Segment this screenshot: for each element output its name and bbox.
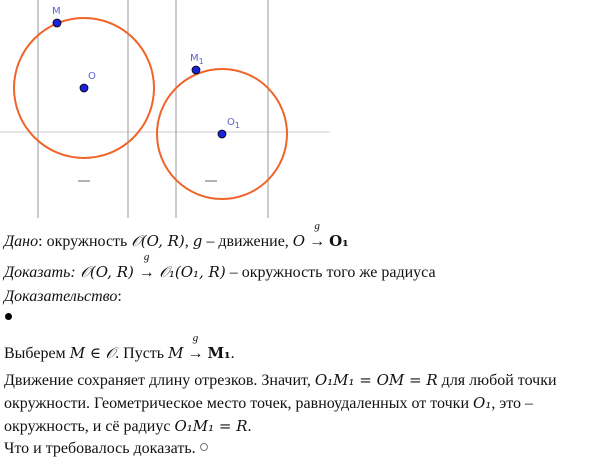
given-label: Дано bbox=[4, 233, 39, 250]
proof-line-4-a: окружность, и сё радиус bbox=[4, 418, 175, 435]
prove-arrow-glyph: → bbox=[138, 264, 155, 281]
point-o1 bbox=[218, 130, 226, 138]
proof-heading bbox=[4, 287, 122, 307]
given-o1: O₁ bbox=[329, 232, 349, 250]
bullet-icon bbox=[5, 313, 12, 320]
label-m1 bbox=[190, 53, 204, 66]
given-arrow bbox=[309, 220, 326, 252]
proof-qed-line bbox=[4, 439, 208, 459]
label-o1 bbox=[227, 117, 240, 130]
proof-line-1-m1: M₁ bbox=[207, 344, 231, 362]
given-text-1: окружность bbox=[42, 233, 132, 250]
given-o: O bbox=[292, 232, 306, 250]
given-comma: , bbox=[184, 233, 193, 250]
qed-circle-icon bbox=[200, 443, 208, 451]
proof-qed-text: Что и требовалось доказать. bbox=[4, 440, 196, 457]
given-line bbox=[4, 220, 349, 252]
label-m1-main: M bbox=[190, 53, 199, 64]
prove-arrow bbox=[138, 251, 155, 283]
proof-line-2-expr: O₁M₁ = OM = R bbox=[314, 371, 438, 389]
proof-line-4-expr: O₁M₁ = R bbox=[174, 417, 248, 435]
prove-arrow-label: g bbox=[143, 251, 150, 263]
point-o bbox=[80, 84, 88, 92]
proof-line-4 bbox=[4, 416, 252, 437]
prove-label: Доказать: bbox=[4, 264, 76, 281]
proof-line-3-o1: O₁ bbox=[473, 394, 492, 412]
prove-text: – окружность того же радиуса bbox=[225, 264, 436, 281]
given-colon: : bbox=[38, 233, 43, 250]
proof-line-1-m: M bbox=[69, 344, 86, 362]
proof-line-2-a: Движение сохраняет длину отрезков. Значит, bbox=[4, 372, 315, 389]
given-arrow-label: g bbox=[314, 220, 320, 232]
proof-line-3-a: окружности. Геометрическое место точек, равноудаленных от точки bbox=[4, 395, 474, 412]
point-m1 bbox=[192, 66, 200, 74]
proof-line-2 bbox=[4, 370, 557, 391]
proof-line-4-end: . bbox=[247, 418, 252, 435]
proof-line-1-b: . Пусть bbox=[115, 345, 169, 362]
geometry-figure bbox=[0, 0, 600, 222]
given-g: g bbox=[192, 232, 203, 250]
proof-line-2-b: для любой точки bbox=[437, 372, 557, 389]
proof-line-1 bbox=[4, 332, 235, 364]
point-m bbox=[53, 19, 61, 27]
proof-arrow-label: g bbox=[192, 332, 199, 344]
proof-arrow-glyph: → bbox=[187, 345, 204, 362]
given-circle-expr: 𝒪(O, R) bbox=[131, 232, 185, 250]
proof-line-3-b: , это – bbox=[491, 395, 533, 412]
proof-arrow bbox=[187, 332, 204, 364]
label-m: M bbox=[52, 6, 61, 17]
proof-line-1-m2: M bbox=[168, 344, 184, 362]
proof-heading-colon: : bbox=[117, 288, 122, 305]
given-arrow-glyph: → bbox=[309, 233, 326, 250]
given-text-2: – движение, bbox=[202, 233, 293, 250]
proof-line-1-a: Выберем bbox=[4, 345, 70, 362]
prove-expr-2: 𝒪₁(O₁, R) bbox=[154, 263, 226, 281]
proof-line-3 bbox=[4, 393, 533, 414]
label-m1-sub: 1 bbox=[198, 57, 204, 66]
proof-line-1-end: . bbox=[230, 345, 235, 362]
prove-line bbox=[4, 251, 436, 283]
proof-heading-label: Доказательство bbox=[4, 288, 118, 305]
label-o: O bbox=[88, 71, 96, 82]
label-o1-main: O bbox=[227, 117, 235, 128]
label-o1-sub: 1 bbox=[234, 121, 240, 130]
proof-line-1-in: ∈ 𝒪 bbox=[85, 344, 116, 362]
prove-expr-1: 𝒪(O, R) bbox=[75, 263, 139, 281]
